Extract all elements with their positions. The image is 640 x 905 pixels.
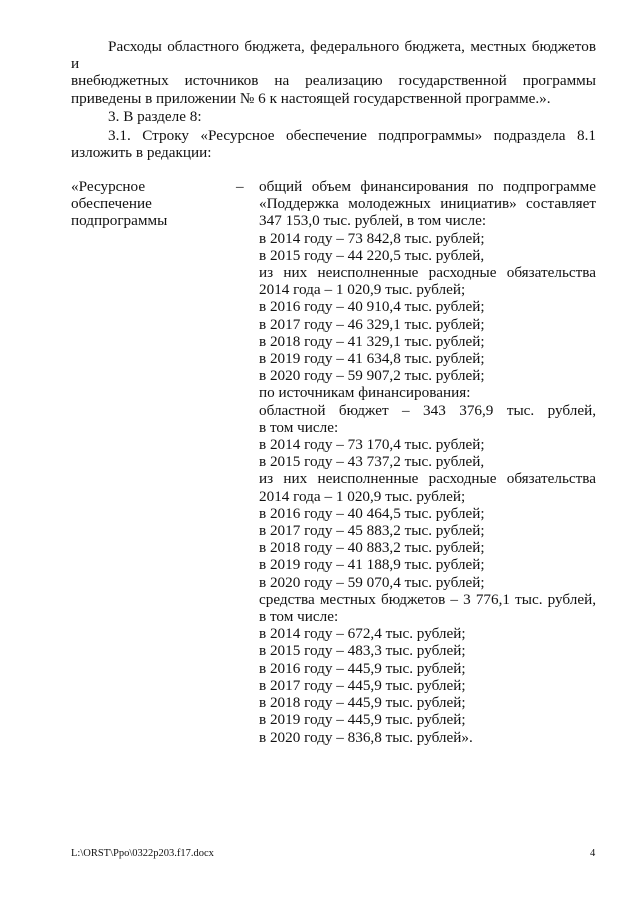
footer-file-path: L:\ORST\Ppo\0322p203.f17.docx <box>71 848 214 859</box>
funding-line: в том числе: <box>259 418 339 436</box>
funding-line: 2014 года – 1 020,9 тыс. рублей; <box>259 281 466 299</box>
intro-line: внебюджетных источников на реализацию государственной программы <box>71 72 596 90</box>
resource-row-content <box>259 178 596 746</box>
funding-line: общий объем финансирования по подпрограмме <box>259 178 596 195</box>
funding-line: в 2016 году – 40 910,4 тыс. рублей; <box>259 298 485 316</box>
funding-line: в 2020 году – 59 070,4 тыс. рублей; <box>259 573 485 591</box>
row-dash: – <box>236 178 244 195</box>
funding-line: 2014 года – 1 020,9 тыс. рублей; <box>259 487 466 505</box>
funding-line: в 2016 году – 40 464,5 тыс. рублей; <box>259 504 485 522</box>
funding-line: в 2017 году – 445,9 тыс. рублей; <box>259 676 466 694</box>
label-line: подпрограммы <box>71 212 168 230</box>
funding-line: в 2014 году – 73 842,8 тыс. рублей; <box>259 229 485 247</box>
intro-line: приведены в приложении № 6 к настоящей государственной программе.». <box>71 89 551 107</box>
intro-paragraph <box>71 38 596 107</box>
funding-line: средства местных бюджетов – 3 776,1 тыс. рублей, <box>259 590 596 608</box>
funding-line: в 2016 году – 445,9 тыс. рублей; <box>259 659 466 677</box>
section-heading: 3. В разделе 8: <box>108 108 202 125</box>
funding-line: в 2018 году – 41 329,1 тыс. рублей; <box>259 332 485 350</box>
subsection-line: изложить в редакции: <box>71 144 212 161</box>
funding-line: по источникам финансирования: <box>259 384 471 402</box>
funding-line: 347 153,0 тыс. рублей, в том числе: <box>259 212 487 230</box>
funding-line: из них неисполненные расходные обязательства <box>259 264 596 282</box>
funding-line: в 2019 году – 41 634,8 тыс. рублей; <box>259 350 485 368</box>
funding-line: в 2020 году – 836,8 тыс. рублей». <box>259 728 473 746</box>
funding-line: в 2017 году – 46 329,1 тыс. рублей; <box>259 315 485 333</box>
funding-line: «Поддержка молодежных инициатив» составляет <box>259 195 596 213</box>
funding-line: в 2015 году – 44 220,5 тыс. рублей, <box>259 246 485 264</box>
subsection-line: 3.1. Строку «Ресурсное обеспечение подпрограммы» подраздела 8.1 <box>108 127 596 144</box>
resource-row-label <box>71 178 191 230</box>
funding-line: в 2019 году – 41 188,9 тыс. рублей; <box>259 556 485 574</box>
funding-line: в 2014 году – 672,4 тыс. рублей; <box>259 625 466 643</box>
funding-line: из них неисполненные расходные обязательства <box>259 470 596 488</box>
label-line: обеспечение <box>71 195 152 213</box>
funding-line: в 2018 году – 445,9 тыс. рублей; <box>259 694 466 712</box>
funding-line: в 2018 году – 40 883,2 тыс. рублей; <box>259 539 485 557</box>
funding-line: в 2019 году – 445,9 тыс. рублей; <box>259 711 466 729</box>
funding-line: областной бюджет – 343 376,9 тыс. рублей, <box>259 401 596 419</box>
funding-line: в 2017 году – 45 883,2 тыс. рублей; <box>259 522 485 540</box>
funding-line: в 2014 году – 73 170,4 тыс. рублей; <box>259 436 485 454</box>
page-number: 4 <box>590 848 596 859</box>
funding-line: в 2015 году – 43 737,2 тыс. рублей, <box>259 453 485 471</box>
intro-line: Расходы областного бюджета, федерального бюджета, местных бюджетов и <box>71 38 596 73</box>
funding-line: в том числе: <box>259 608 339 626</box>
label-line: «Ресурсное <box>71 178 146 195</box>
funding-line: в 2015 году – 483,3 тыс. рублей; <box>259 642 466 660</box>
funding-line: в 2020 году – 59 907,2 тыс. рублей; <box>259 367 485 385</box>
